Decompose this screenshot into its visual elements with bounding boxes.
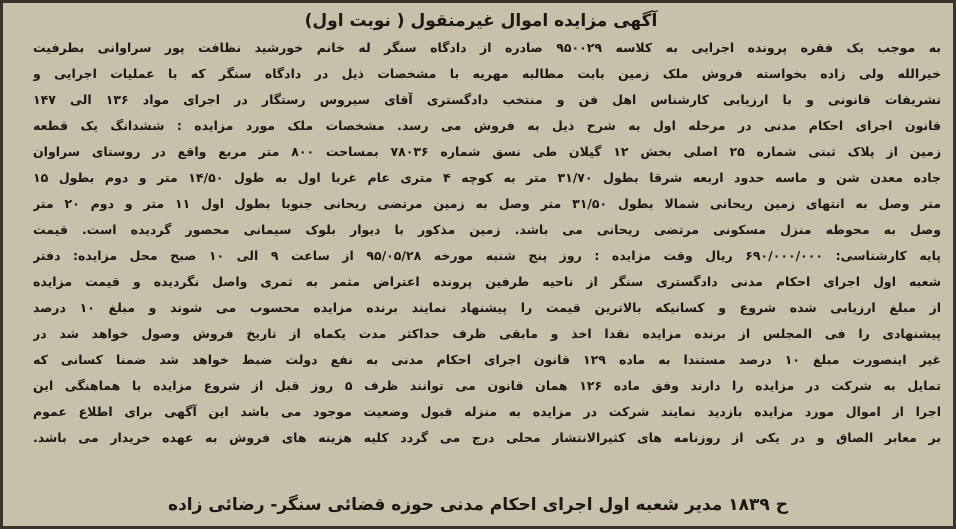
notice-line: زمین از پلاک ثبتی شماره ۲۵ اصلی بخش ۱۲ گیلان طی نسق شماره ۷۸۰۳۶ بمساحت ۸۰۰ متر مربع واقع در روستای سراوان [33,144,941,159]
notice-line: متر وصل به انتهای زمین ریحانی شمالا بطول ۳۱/۵۰ متر وصل به زمین مرتضی ریحانی جنوبا بطول اول ۱۱ متر و دوم ۲۰ متر [33,196,941,211]
notice-line: تشریفات قانونی و با ارزیابی کارشناس اهل فن و منتخب دادگستری آقای سیروس رستگار در اجرای مواد ۱۳۶ الی ۱۴۷ [33,92,941,107]
notice-line: غیر اینصورت مبلغ ۱۰ درصد مستندا به ماده ۱۲۹ قانون اجرای احکام مدنی به نفع دولت ضبط خواهد شد ضمنا کسانی که [33,352,941,367]
notice-line: اجرا از اموال مورد مزایده بازدید نمایند شرکت در مزایده به منزله قبول وضعیت موجود می باشد این آگهی برای اطلاع عموم [33,404,941,419]
notice-line: جاده معدن شن و ماسه حدود اربعه شرقا بطول ۳۱/۷۰ متر به کوچه ۴ متری عام غربا اول به طول ۱۴/۵۰ متر و دوم بطول ۱۵ [33,170,941,185]
notice-line: به موجب یک فقره پرونده اجرایی به کلاسه ۹۵۰۰۲۹ صادره از دادگاه سنگر له خانم خورشید نظافت پور سراوانی بطرفیت [33,40,941,55]
notice-line: از مبلغ ارزیابی شده شروع و کسانیکه بالاترین قیمت را پیشنهاد نمایند برنده مزایده محسوب می شوند و مبلغ ۱۰ درصد [33,300,941,315]
notice-line: پیشنهادی را فی المجلس از برنده مزایده نقدا اخذ و مابقی ظرف حداکثر مدت یکماه از تاریخ فروش وصول خواهد شد در [33,326,941,341]
notice-line: تمایل به شرکت در مزایده را دارند وفق ماده ۱۲۶ همان قانون می توانند ظرف ۵ روز قبل از شروع مزایده با هماهنگی این [33,378,941,393]
notice-title: آگهی مزایده اموال غیرمنقول ( نوبت اول) [304,11,658,31]
notice-body [33,35,941,451]
notice-line: قانون اجرای احکام مدنی در مرحله اول به شرح ذیل به فروش می رسد. مشخصات ملک مورد مزایده : ششدانگ یک قطعه [33,118,941,133]
notice-line: بر معابر الصاق و در یکی از روزنامه های کثیرالانتشار محلی درج می گردد کلیه هزینه های فروش به عهده خریدار می باشد. [33,430,941,445]
notice-line: خیرالله ولی زاده بخواسته فروش ملک زمین بابت مطالبه مهریه با مشخصات ذیل در دادگاه سنگر که با عملیات اجرایی و [33,66,941,81]
notice-signature: ح ۱۸۳۹ مدیر شعبه اول اجرای احکام مدنی حوزه قضائی سنگر- رضائی زاده [168,495,788,515]
notice-line: پایه کارشناسی: ۶۹۰/۰۰۰/۰۰۰ ریال وقت مزایده : روز پنج شنبه مورخه ۹۵/۰۵/۲۸ از ساعت ۹ الی ۱۰ صبح محل مزایده: دفتر [33,248,941,263]
notice-line: وصل به محوطه منزل مسکونی مرتضی ریحانی می باشد. زمین مذکور با دیوار بلوک سیمانی محصور گردیده است. قیمت [33,222,941,237]
notice-line: شعبه اول اجرای احکام مدنی دادگستری سنگر از ناحیه طرفین پرونده اعتراض مثمر به ثمری واصل نگردیده و قیمت مزایده [33,274,941,289]
